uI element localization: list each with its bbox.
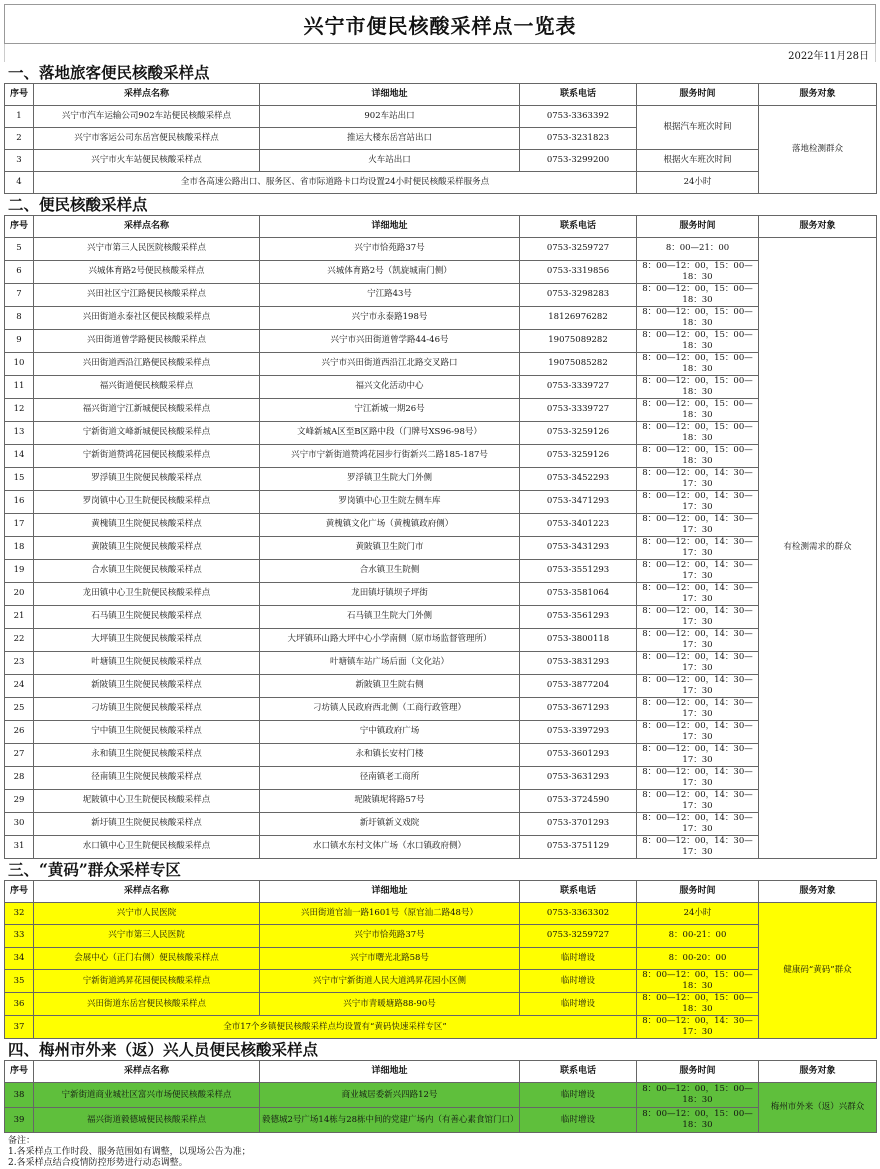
table-row <box>5 743 877 766</box>
convenience-rows <box>5 238 877 859</box>
table-row <box>5 559 877 582</box>
cell-time: 根据汽车班次时间 <box>637 106 759 150</box>
header-name: 采样点名称 <box>34 84 260 106</box>
cell-address: 大坪镇环山路大坪中心小学南侧（原市场监督管理所） <box>260 628 520 651</box>
table-row <box>5 993 877 1016</box>
sheet-title: 兴宁市便民核酸采样点一览表 <box>4 4 876 44</box>
cell-no: 5 <box>5 238 34 261</box>
notes <box>4 1133 876 1169</box>
cell-address: 兴宁市兴田街道曾学路44-46号 <box>260 329 520 352</box>
cell-time: 8：00—12：00，14：30—17：30 <box>637 605 759 628</box>
cell-phone: 0753-3298283 <box>520 283 637 306</box>
header-phone: 联系电话 <box>520 880 637 902</box>
cell-no: 32 <box>5 902 34 925</box>
cell-no: 34 <box>5 947 34 970</box>
cell-phone: 0753-3831293 <box>520 651 637 674</box>
cell-name: 兴城体育路2号便民核酸采样点 <box>34 260 260 283</box>
cell-no: 18 <box>5 536 34 559</box>
cell-no: 7 <box>5 283 34 306</box>
cell-name: 宁中镇卫生院便民核酸采样点 <box>34 720 260 743</box>
cell-phone: 0753-3319856 <box>520 260 637 283</box>
note-item: 1.各采样点工作时段、服务范围如有调整，以现场公告为准； <box>8 1147 251 1158</box>
table-row <box>5 352 877 375</box>
section-title-yellow-code: 三、“黄码”群众采样专区 <box>8 859 181 879</box>
cell-address: 兴田街道官汕一路1601号（原官汕二路48号） <box>260 902 520 925</box>
note-item: 2.各采样点结合疫情防控形势进行动态调整。 <box>8 1158 188 1169</box>
cell-address: 兴宁市永泰路198号 <box>260 306 520 329</box>
cell-address: 水口镇水东村文体广场（水口镇政府侧） <box>260 835 520 858</box>
cell-time: 8：00—12：00，14：30—17：30 <box>637 789 759 812</box>
cell-address: 902车站出口 <box>260 106 520 128</box>
cell-address: 兴宁市曙光北路58号 <box>260 947 520 970</box>
cell-time: 8：00—12：00，15：00—18：30 <box>637 260 759 283</box>
cell-time: 8：00—12：00，14：30—17：30 <box>637 467 759 490</box>
cell-name: 新圩镇卫生院便民核酸采样点 <box>34 812 260 835</box>
cell-no: 24 <box>5 674 34 697</box>
cell-phone: 0753-3397293 <box>520 720 637 743</box>
cell-address: 合水镇卫生院侧 <box>260 559 520 582</box>
cell-merged-note: 全市各高速公路出口、服务区、省市际道路卡口均设置24小时便民核酸采样服务点 <box>34 172 637 194</box>
cell-time: 8：00—12：00，15：00—18：30 <box>637 444 759 467</box>
cell-name: 兴田街道永泰社区便民核酸采样点 <box>34 306 260 329</box>
cell-name: 水口镇中心卫生院便民核酸采样点 <box>34 835 260 858</box>
header-address: 详细地址 <box>260 1061 520 1083</box>
table-meizhou <box>4 1060 877 1133</box>
table-row <box>5 513 877 536</box>
header-address: 详细地址 <box>260 880 520 902</box>
cell-name: 兴田街道西沿江路便民核酸采样点 <box>34 352 260 375</box>
header-name: 采样点名称 <box>34 216 260 238</box>
cell-name: 会展中心（正门右侧）便民核酸采样点 <box>34 947 260 970</box>
cell-name: 龙田镇中心卫生院便民核酸采样点 <box>34 582 260 605</box>
cell-no: 11 <box>5 375 34 398</box>
table-row <box>5 467 877 490</box>
cell-phone: 0753-3877204 <box>520 674 637 697</box>
cell-no: 6 <box>5 260 34 283</box>
header-phone: 联系电话 <box>520 216 637 238</box>
cell-name: 罗岗镇中心卫生院便民核酸采样点 <box>34 490 260 513</box>
table-row <box>5 260 877 283</box>
cell-no: 4 <box>5 172 34 194</box>
cell-no: 17 <box>5 513 34 536</box>
cell-no: 16 <box>5 490 34 513</box>
cell-address: 黄槐镇文化广场（黄槐镇政府侧） <box>260 513 520 536</box>
cell-name: 宁新街道文峰新城便民核酸采样点 <box>34 421 260 444</box>
cell-phone: 0753-3259126 <box>520 444 637 467</box>
cell-phone: 0753-3299200 <box>520 150 637 172</box>
cell-no: 27 <box>5 743 34 766</box>
cell-phone: 0753-3581064 <box>520 582 637 605</box>
cell-address: 兴城体育路2号（凯旋城南门侧） <box>260 260 520 283</box>
cell-no: 36 <box>5 993 34 1016</box>
cell-address: 兴宁市宁新街道人民大道鸿昇花园小区侧 <box>260 970 520 993</box>
table-row <box>5 306 877 329</box>
cell-address: 福兴文化活动中心 <box>260 375 520 398</box>
cell-address: 罗岗镇中心卫生院左侧车库 <box>260 490 520 513</box>
cell-no: 9 <box>5 329 34 352</box>
cell-time: 8：00—12：00，15：00—18：30 <box>637 329 759 352</box>
cell-name: 兴田街道曾学路便民核酸采样点 <box>34 329 260 352</box>
cell-time: 8：00—12：00，14：30—17：30 <box>637 490 759 513</box>
cell-name: 罗浮镇卫生院便民核酸采样点 <box>34 467 260 490</box>
header-target: 服务对象 <box>759 880 877 902</box>
cell-address: 龙田镇圩镇坝子坪街 <box>260 582 520 605</box>
cell-name: 径南镇卫生院便民核酸采样点 <box>34 766 260 789</box>
cell-name: 大坪镇卫生院便民核酸采样点 <box>34 628 260 651</box>
cell-time: 8：00—12：00，15：00—18：30 <box>637 1108 759 1133</box>
table-row <box>5 789 877 812</box>
cell-time: 8：00—12：00，14：30—17：30 <box>637 1016 759 1039</box>
cell-name: 石马镇卫生院便民核酸采样点 <box>34 605 260 628</box>
table-row <box>5 720 877 743</box>
cell-address: 商业城居委新兴四路12号 <box>260 1083 520 1108</box>
cell-time: 8：00—12：00，14：30—17：30 <box>637 582 759 605</box>
table-landing <box>4 83 877 194</box>
cell-name: 刁坊镇卫生院便民核酸采样点 <box>34 697 260 720</box>
table-row <box>5 398 877 421</box>
cell-no: 37 <box>5 1016 34 1039</box>
cell-time: 24小时 <box>637 902 759 925</box>
cell-phone: 19075085282 <box>520 352 637 375</box>
cell-no: 35 <box>5 970 34 993</box>
table-row <box>5 1108 877 1133</box>
cell-name: 福兴街道宁江新城便民核酸采样点 <box>34 398 260 421</box>
cell-time: 8：00—12：00，15：00—18：30 <box>637 352 759 375</box>
cell-time: 8：00—12：00，14：30—17：30 <box>637 766 759 789</box>
table-row <box>5 536 877 559</box>
cell-no: 38 <box>5 1083 34 1108</box>
cell-phone: 临时增设 <box>520 993 637 1016</box>
cell-phone: 19075089282 <box>520 329 637 352</box>
cell-name: 宁新街道商业城社区富兴市场便民核酸采样点 <box>34 1083 260 1108</box>
table-row <box>5 605 877 628</box>
cell-time: 8：00—21：00 <box>637 238 759 261</box>
header-no: 序号 <box>5 216 34 238</box>
cell-time: 8：00—12：00，14：30—17：30 <box>637 835 759 858</box>
notes-heading: 备注： <box>8 1136 36 1147</box>
cell-time: 8：00—12：00，15：00—18：30 <box>637 1083 759 1108</box>
cell-name: 宁新街道赞鸿花园便民核酸采样点 <box>34 444 260 467</box>
cell-name: 兴田社区宁江路便民核酸采样点 <box>34 283 260 306</box>
cell-time: 8：00—12：00，15：00—18：30 <box>637 970 759 993</box>
cell-phone: 0753-3431293 <box>520 536 637 559</box>
table-row <box>5 1083 877 1108</box>
cell-name: 合水镇卫生院便民核酸采样点 <box>34 559 260 582</box>
cell-address: 推运大楼东岳宫站出口 <box>260 128 520 150</box>
table-row <box>5 150 877 172</box>
table-row <box>5 283 877 306</box>
cell-address: 宁江新城一期26号 <box>260 398 520 421</box>
cell-time: 根据火车班次时间 <box>637 150 759 172</box>
cell-time: 8：00—12：00，14：30—17：30 <box>637 720 759 743</box>
table-row <box>5 812 877 835</box>
cell-phone: 0753-3751129 <box>520 835 637 858</box>
cell-phone: 0753-3601293 <box>520 743 637 766</box>
cell-time: 8：00-20：00 <box>637 947 759 970</box>
cell-name: 黄陂镇卫生院便民核酸采样点 <box>34 536 260 559</box>
cell-no: 21 <box>5 605 34 628</box>
cell-no: 23 <box>5 651 34 674</box>
table-row <box>5 172 877 194</box>
header-target: 服务对象 <box>759 216 877 238</box>
cell-phone: 0753-3231823 <box>520 128 637 150</box>
cell-no: 25 <box>5 697 34 720</box>
cell-address: 罗浮镇卫生院大门外侧 <box>260 467 520 490</box>
cell-no: 39 <box>5 1108 34 1133</box>
table-row <box>5 925 877 948</box>
cell-no: 13 <box>5 421 34 444</box>
table-row <box>5 902 877 925</box>
table-row <box>5 628 877 651</box>
section-title-landing: 一、落地旅客便民核酸采样点 <box>8 63 210 82</box>
cell-no: 22 <box>5 628 34 651</box>
cell-name: 宁新街道鸿昇花园便民核酸采样点 <box>34 970 260 993</box>
cell-address: 新圩镇新义戏院 <box>260 812 520 835</box>
cell-phone: 0753-3551293 <box>520 559 637 582</box>
cell-phone: 临时增设 <box>520 1108 637 1133</box>
cell-no: 26 <box>5 720 34 743</box>
table-row <box>5 835 877 858</box>
cell-name: 福兴街道毅德城便民核酸采样点 <box>34 1108 260 1133</box>
table-convenience <box>4 215 877 859</box>
cell-no: 28 <box>5 766 34 789</box>
cell-phone: 0753-3363392 <box>520 106 637 128</box>
cell-no: 15 <box>5 467 34 490</box>
cell-time: 8：00—12：00，14：30—17：30 <box>637 559 759 582</box>
cell-address: 永和镇长安村门楼 <box>260 743 520 766</box>
header-phone: 联系电话 <box>520 84 637 106</box>
table-row <box>5 947 877 970</box>
header-time: 服务时间 <box>637 84 759 106</box>
cell-target: 健康码“黄码”群众 <box>759 902 877 1039</box>
cell-phone: 0753-3701293 <box>520 812 637 835</box>
cell-address: 宁江路43号 <box>260 283 520 306</box>
cell-phone: 0753-3401223 <box>520 513 637 536</box>
cell-phone: 0753-3259126 <box>520 421 637 444</box>
header-phone: 联系电话 <box>520 1061 637 1083</box>
cell-phone: 0753-3363302 <box>520 902 637 925</box>
cell-phone: 18126976282 <box>520 306 637 329</box>
cell-phone: 0753-3339727 <box>520 375 637 398</box>
table-row <box>5 375 877 398</box>
cell-no: 31 <box>5 835 34 858</box>
header-time: 服务时间 <box>637 880 759 902</box>
cell-address: 火车站出口 <box>260 150 520 172</box>
sheet-date: 2022年11月28日 <box>4 44 876 62</box>
cell-phone: 临时增设 <box>520 970 637 993</box>
cell-no: 30 <box>5 812 34 835</box>
cell-target: 梅州市外来（返）兴群众 <box>759 1083 877 1133</box>
cell-address: 兴宁市兴田街道西沿江北路交叉路口 <box>260 352 520 375</box>
cell-name: 兴宁市人民医院 <box>34 902 260 925</box>
cell-address: 新陂镇卫生院右侧 <box>260 674 520 697</box>
cell-address: 宁中镇政府广场 <box>260 720 520 743</box>
cell-name: 兴宁市汽车运输公司902车站便民核酸采样点 <box>34 106 260 128</box>
cell-target: 落地检测群众 <box>759 106 877 194</box>
cell-address: 兴宁市宁新街道赞鸿花园步行街新兴二路185-187号 <box>260 444 520 467</box>
cell-phone: 临时增设 <box>520 947 637 970</box>
cell-phone: 0753-3631293 <box>520 766 637 789</box>
table-row <box>5 444 877 467</box>
cell-address: 刁坊镇人民政府西北侧（工商行政管理） <box>260 697 520 720</box>
table-row <box>5 106 877 128</box>
cell-no: 14 <box>5 444 34 467</box>
table-row <box>5 651 877 674</box>
header-name: 采样点名称 <box>34 880 260 902</box>
cell-phone: 0753-3800118 <box>520 628 637 651</box>
table-row <box>5 970 877 993</box>
table-row <box>5 582 877 605</box>
cell-address: 毅德城2号广场14栋与28栋中间的党建广场内（有善心素食馆门口） <box>260 1108 520 1133</box>
cell-phone: 临时增设 <box>520 1083 637 1108</box>
cell-target: 有检测需求的群众 <box>759 238 877 859</box>
header-no: 序号 <box>5 1061 34 1083</box>
header-no: 序号 <box>5 880 34 902</box>
table-row <box>5 329 877 352</box>
cell-time: 8：00—12：00，15：00—18：30 <box>637 283 759 306</box>
table-row <box>5 766 877 789</box>
cell-phone: 0753-3259727 <box>520 238 637 261</box>
cell-no: 20 <box>5 582 34 605</box>
cell-address: 文峰新城A区至B区路中段（门牌号XS96-98号） <box>260 421 520 444</box>
header-name: 采样点名称 <box>34 1061 260 1083</box>
cell-address: 兴宁市恰苑路37号 <box>260 925 520 948</box>
cell-phone: 0753-3671293 <box>520 697 637 720</box>
cell-name: 兴宁市第三人民医院核酸采样点 <box>34 238 260 261</box>
cell-time: 8：00—12：00，14：30—17：30 <box>637 536 759 559</box>
cell-no: 10 <box>5 352 34 375</box>
cell-name: 永和镇卫生院便民核酸采样点 <box>34 743 260 766</box>
cell-no: 12 <box>5 398 34 421</box>
cell-phone: 0753-3561293 <box>520 605 637 628</box>
cell-name: 兴宁市客运公司东岳宫便民核酸采样点 <box>34 128 260 150</box>
cell-time: 8：00—12：00，15：00—18：30 <box>637 993 759 1016</box>
cell-no: 19 <box>5 559 34 582</box>
cell-phone: 0753-3724590 <box>520 789 637 812</box>
cell-time: 8：00-21：00 <box>637 925 759 948</box>
section-title-meizhou: 四、梅州市外来（返）兴人员便民核酸采样点 <box>8 1040 319 1060</box>
header-time: 服务时间 <box>637 1061 759 1083</box>
cell-name: 兴宁市火车站便民核酸采样点 <box>34 150 260 172</box>
cell-phone: 0753-3339727 <box>520 398 637 421</box>
cell-merged-note: 全市17个乡镇便民核酸采样点均设置有“黄码快速采样专区” <box>34 1016 637 1039</box>
cell-time: 8：00—12：00，14：30—17：30 <box>637 513 759 536</box>
cell-address: 兴宁市青暖塘路88-90号 <box>260 993 520 1016</box>
table-row <box>5 238 877 261</box>
cell-name: 叶塘镇卫生院便民核酸采样点 <box>34 651 260 674</box>
cell-time: 8：00—12：00，15：00—18：30 <box>637 306 759 329</box>
cell-name: 福兴街道便民核酸采样点 <box>34 375 260 398</box>
cell-time: 8：00—12：00，14：30—17：30 <box>637 743 759 766</box>
cell-phone: 0753-3452293 <box>520 467 637 490</box>
section-title-convenience: 二、便民核酸采样点 <box>8 195 148 214</box>
sampling-points-sheet <box>4 4 876 1169</box>
cell-no: 29 <box>5 789 34 812</box>
cell-address: 兴宁市恰苑路37号 <box>260 238 520 261</box>
cell-no: 1 <box>5 106 34 128</box>
cell-time: 8：00—12：00，14：30—17：30 <box>637 651 759 674</box>
cell-name: 兴田街道东岳宫便民核酸采样点 <box>34 993 260 1016</box>
cell-phone: 0753-3259727 <box>520 925 637 948</box>
cell-phone: 0753-3471293 <box>520 490 637 513</box>
table-row <box>5 697 877 720</box>
cell-address: 坭陂镇坭将路57号 <box>260 789 520 812</box>
meizhou-rows <box>5 1083 877 1133</box>
cell-time: 8：00—12：00，14：30—17：30 <box>637 697 759 720</box>
table-row <box>5 1016 877 1039</box>
table-row <box>5 421 877 444</box>
header-time: 服务时间 <box>637 216 759 238</box>
cell-time: 8：00—12：00，14：30—17：30 <box>637 628 759 651</box>
cell-address: 径南镇老工商所 <box>260 766 520 789</box>
table-row <box>5 490 877 513</box>
cell-time: 8：00—12：00，14：30—17：30 <box>637 674 759 697</box>
cell-time: 8：00—12：00，15：00—18：30 <box>637 421 759 444</box>
cell-time: 8：00—12：00，15：00—18：30 <box>637 375 759 398</box>
cell-time: 8：00—12：00，15：00—18：30 <box>637 398 759 421</box>
table-yellow-code <box>4 880 877 1040</box>
table-row <box>5 674 877 697</box>
cell-address: 叶塘镇车站广场后面（文化站） <box>260 651 520 674</box>
cell-time: 24小时 <box>637 172 759 194</box>
yellow-code-rows <box>5 902 877 1039</box>
header-no: 序号 <box>5 84 34 106</box>
cell-no: 3 <box>5 150 34 172</box>
cell-time: 8：00—12：00，14：30—17：30 <box>637 812 759 835</box>
cell-name: 黄槐镇卫生院便民核酸采样点 <box>34 513 260 536</box>
header-address: 详细地址 <box>260 216 520 238</box>
cell-no: 2 <box>5 128 34 150</box>
cell-address: 石马镇卫生院大门外侧 <box>260 605 520 628</box>
cell-name: 兴宁市第三人民医院 <box>34 925 260 948</box>
cell-name: 新陂镇卫生院便民核酸采样点 <box>34 674 260 697</box>
header-address: 详细地址 <box>260 84 520 106</box>
header-target: 服务对象 <box>759 84 877 106</box>
cell-no: 33 <box>5 925 34 948</box>
cell-name: 坭陂镇中心卫生院便民核酸采样点 <box>34 789 260 812</box>
header-target: 服务对象 <box>759 1061 877 1083</box>
cell-address: 黄陂镇卫生院门市 <box>260 536 520 559</box>
cell-no: 8 <box>5 306 34 329</box>
